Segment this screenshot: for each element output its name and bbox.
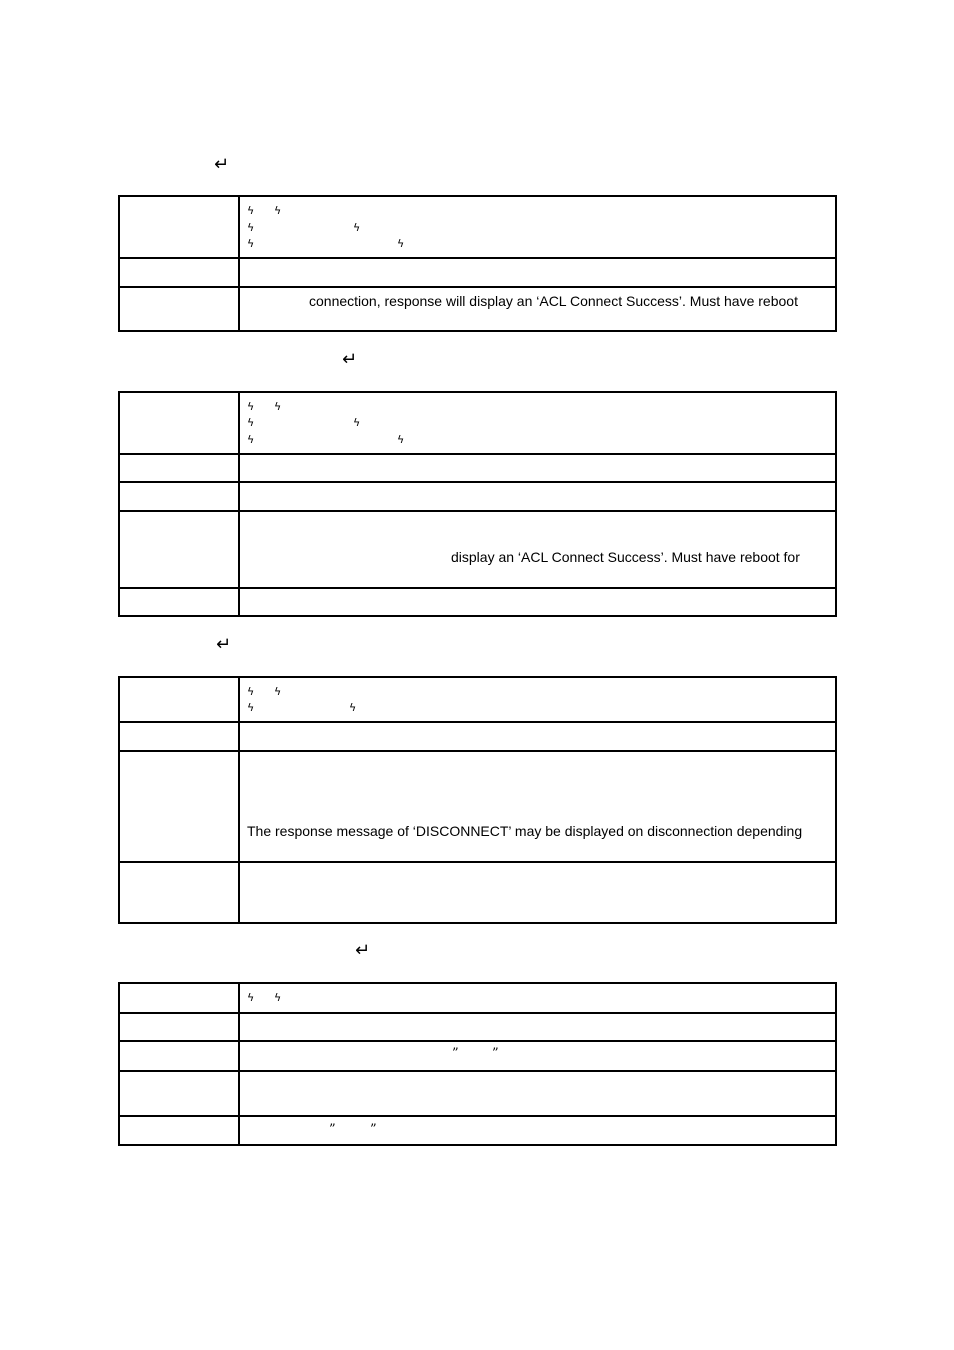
row-label-cell	[119, 196, 239, 258]
command-table-4	[118, 982, 837, 1146]
command-table-3	[118, 676, 837, 924]
zap-icon: ϟ	[247, 685, 255, 698]
table-row	[119, 392, 836, 454]
row-label-cell	[119, 511, 239, 588]
table-row	[119, 1041, 836, 1071]
row-value-cell	[239, 482, 836, 511]
row-label-cell	[119, 258, 239, 287]
zap-icon: ϟ	[353, 416, 361, 429]
row-value-cell	[239, 862, 836, 923]
row-label-cell	[119, 677, 239, 722]
row-value-cell	[239, 722, 836, 751]
table-row	[119, 588, 836, 616]
table-row	[119, 751, 836, 862]
zap-icon: ϟ	[274, 204, 282, 217]
row-value-cell	[239, 1041, 836, 1071]
row-label-cell	[119, 482, 239, 511]
enter-icon: ↵	[342, 349, 358, 370]
row-label-cell	[119, 287, 239, 331]
row-text: The response message of ‘DISCONNECT’ may be displayed on disconnection depending	[247, 823, 803, 839]
row-label-cell	[119, 722, 239, 751]
row-label-cell	[119, 588, 239, 616]
zap-icon: ϟ	[274, 400, 282, 413]
row-value-cell	[239, 511, 836, 588]
row-label-cell	[119, 751, 239, 862]
table-row	[119, 722, 836, 751]
table-row	[119, 482, 836, 511]
close-quote-mark: ”	[370, 1122, 377, 1137]
command-table-2	[118, 391, 837, 617]
row-label-cell	[119, 862, 239, 923]
row-value-cell	[239, 751, 836, 862]
row-label-cell	[119, 1013, 239, 1041]
zap-icon: ϟ	[247, 237, 255, 250]
table-row	[119, 258, 836, 287]
row-value-cell	[239, 287, 836, 331]
row-value-cell	[239, 392, 836, 454]
zap-icon: ϟ	[247, 400, 255, 413]
row-value-cell	[239, 1071, 836, 1116]
zap-icon: ϟ	[274, 991, 282, 1004]
row-value-cell	[239, 258, 836, 287]
table-row	[119, 196, 836, 258]
zap-icon: ϟ	[247, 221, 255, 234]
close-quote-mark: ”	[329, 1122, 336, 1137]
table-row	[119, 1071, 836, 1116]
table-row	[119, 1013, 836, 1041]
row-label-cell	[119, 1116, 239, 1145]
row-label-cell	[119, 983, 239, 1013]
command-table-1	[118, 195, 837, 332]
close-quote-mark: ”	[492, 1046, 499, 1061]
row-value-cell	[239, 677, 836, 722]
row-label-cell	[119, 454, 239, 482]
zap-icon: ϟ	[397, 433, 405, 446]
enter-icon: ↵	[355, 940, 371, 961]
row-label-cell	[119, 1041, 239, 1071]
row-text: display an ‘ACL Connect Success’. Must have reboot for	[451, 549, 800, 565]
row-text: connection, response will display an ‘ACL Connect Success’. Must have reboot	[309, 293, 798, 309]
table-row	[119, 1116, 836, 1145]
zap-icon: ϟ	[397, 237, 405, 250]
row-value-cell	[239, 983, 836, 1013]
zap-icon: ϟ	[247, 433, 255, 446]
row-value-cell	[239, 454, 836, 482]
enter-icon: ↵	[214, 154, 230, 175]
table-row	[119, 287, 836, 331]
row-label-cell	[119, 392, 239, 454]
zap-icon: ϟ	[349, 701, 357, 714]
zap-icon: ϟ	[247, 416, 255, 429]
table-row	[119, 983, 836, 1013]
table-row	[119, 454, 836, 482]
zap-icon: ϟ	[274, 685, 282, 698]
table-row	[119, 862, 836, 923]
close-quote-mark: ”	[452, 1046, 459, 1061]
table-row	[119, 511, 836, 588]
zap-icon: ϟ	[353, 221, 361, 234]
zap-icon: ϟ	[247, 204, 255, 217]
table-row	[119, 677, 836, 722]
row-label-cell	[119, 1071, 239, 1116]
zap-icon: ϟ	[247, 991, 255, 1004]
row-value-cell	[239, 588, 836, 616]
row-value-cell	[239, 1013, 836, 1041]
row-value-cell	[239, 1116, 836, 1145]
row-value-cell	[239, 196, 836, 258]
enter-icon: ↵	[216, 634, 232, 655]
zap-icon: ϟ	[247, 701, 255, 714]
